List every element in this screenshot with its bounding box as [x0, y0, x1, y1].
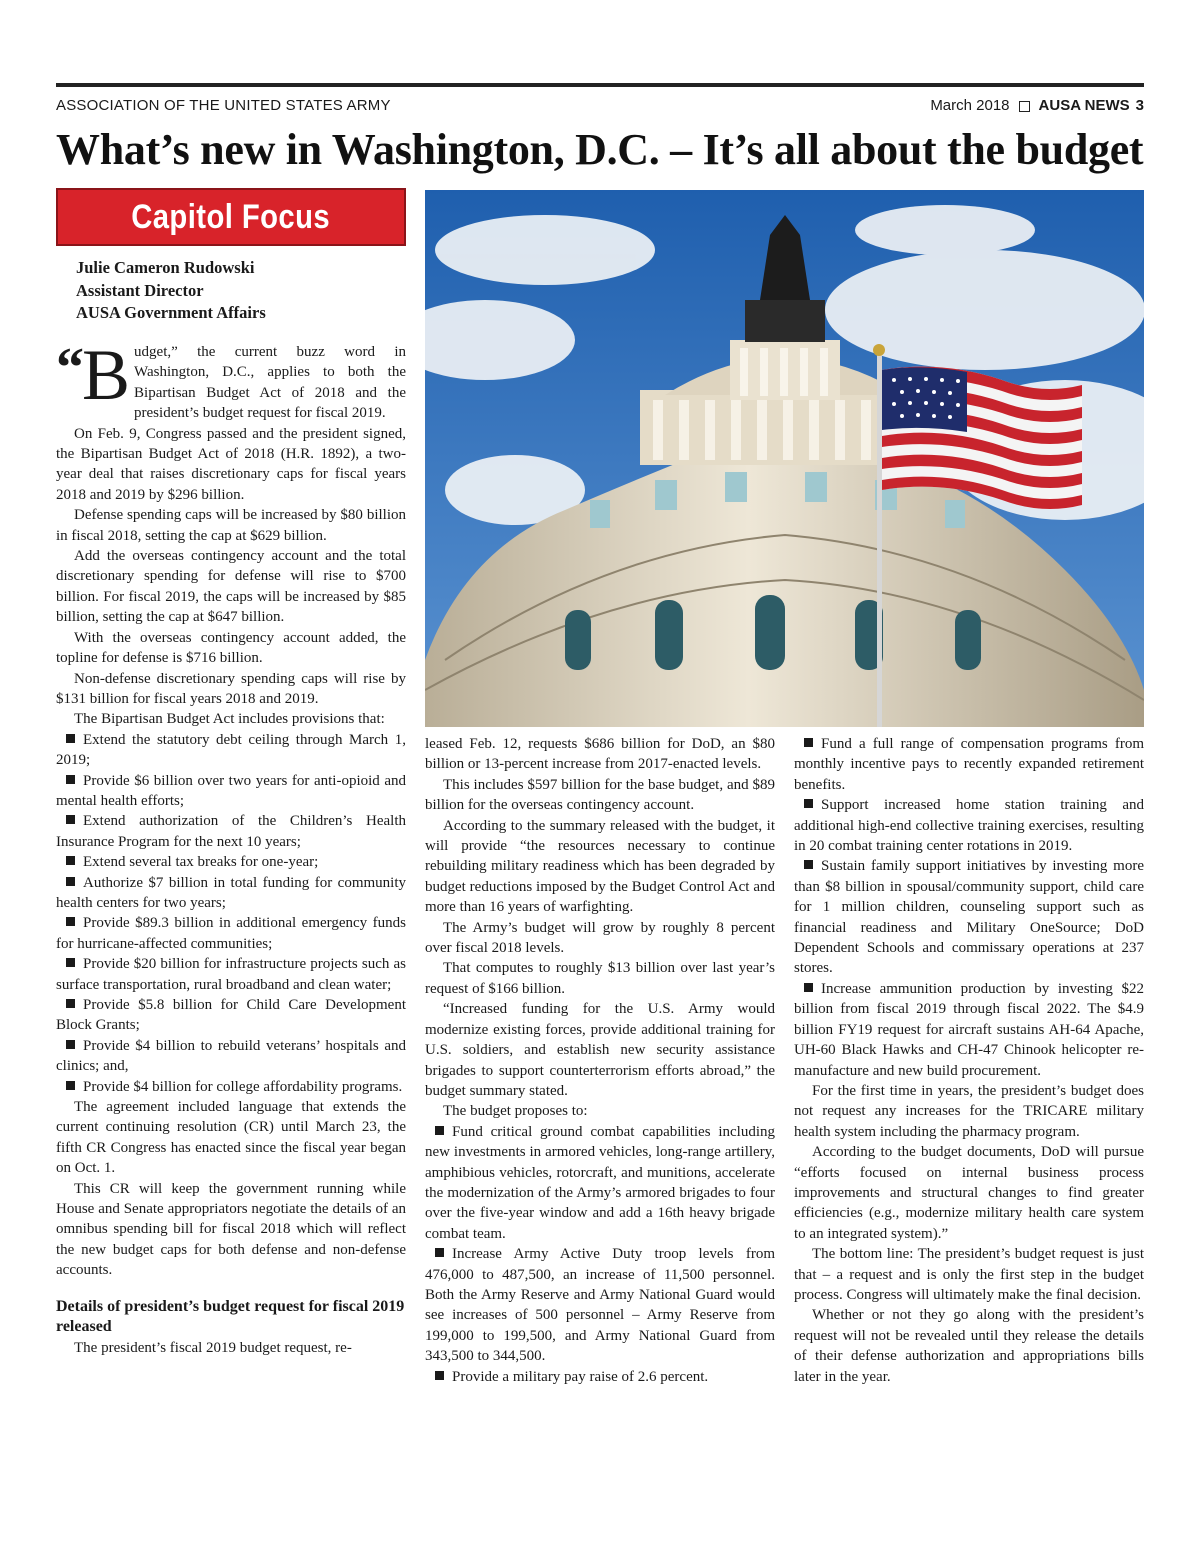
dropcap-letter: B: [82, 335, 131, 415]
section-banner-label: Capitol Focus: [131, 198, 331, 236]
bullet-square-icon: [66, 815, 75, 824]
bullet-square-icon: [435, 1248, 444, 1257]
paragraph: The president’s fiscal 2019 budget request, re-: [74, 1339, 352, 1356]
page-number: 3: [1135, 97, 1144, 114]
subhead: Details of president’s budget request for fiscal 2019 released: [56, 1297, 405, 1336]
paragraph: For the first time in years, the president’s budget does not request any increases for the TRICARE military health system including the pharmacy program.: [794, 1082, 1144, 1140]
bullet-text: Provide $5.8 billion for Child Care Development Block Grants;: [56, 997, 406, 1034]
bullet-text: Provide $20 billion for infrastructure projects such as surface transportation, rural broadband and clean water;: [56, 956, 406, 993]
issue-date: March 2018: [930, 97, 1010, 114]
bullet-square-icon: [66, 877, 75, 886]
org-name: ASSOCIATION OF THE UNITED STATES ARMY: [56, 97, 391, 114]
lead-text: udget,” the current buzz word in Washington, D.C., applies to both the Bipartisan Budget Act of 2018 and the president’s budget request for fiscal 2019.: [134, 344, 406, 422]
bullet-item: [794, 795, 1144, 856]
bullet-text: Fund critical ground combat capabilities including new investments in armored vehicles, long-range artillery, amphibious vehicles, rotorcraft, and munitions, accelerate the modernization of the Army’s armored brigades to four over the five-year window and add a 16th heavy brigade combat team.: [425, 1123, 775, 1242]
bullet-text: Provide $6 billion over two years for anti-opioid and mental health efforts;: [56, 772, 406, 809]
bullet-square-icon: [66, 734, 75, 743]
paragraph: The bottom line: The president’s budget request is just that – a request and is only the first step in the budget process. Congress will ultimately make the final decision.: [794, 1246, 1144, 1303]
paragraph: Whether or not they go along with the president’s request will not be revealed until they release the details of their defense authorization and appropriations bills later in the year.: [794, 1307, 1144, 1385]
article-column-3: [794, 734, 1144, 1387]
paragraph: The agreement included language that extends the current continuing resolution (CR) until March 23, the fifth CR Congress has enacted since the fiscal year began on Oct. 1.: [56, 1099, 406, 1177]
paragraph: The Bipartisan Budget Act includes provisions that:: [74, 711, 385, 728]
paragraph: According to the budget documents, DoD will pursue “efforts focused on internal business process improvements and structural changes to find greater efficiencies (e.g., modernize military health care system to an integrated system).”: [794, 1144, 1144, 1242]
bullet-item: [56, 811, 406, 852]
bullet-item: [56, 954, 406, 995]
bullet-item: [56, 852, 406, 872]
author-dept: AUSA Government Affairs: [76, 303, 266, 322]
bullet-item: [56, 771, 406, 812]
paragraph: The budget proposes to:: [443, 1103, 588, 1120]
bullet-text: Extend the statutory debt ceiling through March 1, 2019;: [56, 731, 406, 769]
bullet-item: [56, 995, 406, 1036]
paragraph: This includes $597 billion for the base budget, and $89 billion for the overseas contingency account.: [425, 776, 775, 814]
bullet-text: Increase Army Active Duty troop levels from 476,000 to 487,500, an increase of 11,500 personnel. Both the Army Reserve and Army National Guard would see increases of 500 personnel – Army Reserve from 199,000 to 199,500, and Army National Guard from 343,500 to 344,500.: [425, 1246, 775, 1365]
bullet-text: Extend several tax breaks for one-year;: [83, 854, 319, 871]
header-rule: [56, 83, 1144, 87]
capitol-dome-image: [425, 190, 1144, 727]
bullet-square-icon: [66, 1081, 75, 1090]
paragraph: Non-defense discretionary spending caps will rise by $131 billion for fiscal years 2018 and 2019.: [56, 670, 406, 707]
bullet-item: [794, 734, 1144, 795]
bullet-square-icon: [66, 1040, 75, 1049]
bullet-item: [794, 979, 1144, 1081]
paragraph: On Feb. 9, Congress passed and the president signed, the Bipartisan Budget Act of 2018 (H.R. 1892), a two-year deal that raises discretionary caps for fiscal years 2018 and 2019 by $296 billion.: [56, 425, 406, 503]
page-header-right: [930, 96, 1144, 116]
bullet-text: Authorize $7 billion in total funding for community health centers for two years;: [56, 874, 406, 911]
bullet-item: [56, 873, 406, 914]
bullet-square-icon: [66, 775, 75, 784]
bullet-text: Provide $4 billion to rebuild veterans’ hospitals and clinics; and,: [56, 1037, 406, 1075]
article-column-1: [56, 335, 406, 1358]
bullet-square-icon: [435, 1126, 444, 1135]
bullet-text: Provide a military pay raise of 2.6 percent.: [452, 1368, 709, 1385]
paragraph: Defense spending caps will be increased by $80 billion in fiscal 2018, setting the cap at $629 billion.: [56, 507, 406, 544]
paragraph: The Army’s budget will grow by roughly 8 percent over fiscal 2018 levels.: [425, 919, 775, 957]
byline: [76, 257, 266, 325]
bullet-text: Increase ammunition production by investing $22 billion from fiscal 2019 through fiscal 2022. The $4.9 billion FY19 request for aircraft sustains AH-64 Apache, UH-60 Black Hawks and CH-47 Chinook helicopter re-manufacture and new build procurement.: [794, 980, 1144, 1079]
bullet-item: [56, 1077, 406, 1097]
bullet-text: Extend authorization of the Children’s Health Insurance Program for the next 10 years;: [56, 813, 406, 850]
bullet-text: Fund a full range of compensation programs from monthly incentive pays to recently expanded retirement benefits.: [794, 736, 1144, 793]
checkbox-square-icon: [1019, 101, 1030, 112]
bullet-text: Provide $4 billion for college affordability programs.: [83, 1078, 403, 1095]
publication-name: AUSA NEWS: [1038, 97, 1130, 114]
bullet-square-icon: [804, 799, 813, 808]
bullet-square-icon: [66, 856, 75, 865]
bullet-item: [56, 730, 406, 771]
paragraph: That computes to roughly $13 billion over last year’s request of $166 billion.: [425, 960, 775, 997]
paragraph-continued: leased Feb. 12, requests $686 billion for DoD, an $80 billion or 13-percent increase from 2017-enacted levels.: [425, 736, 775, 773]
article-column-2: [425, 734, 775, 1387]
paragraph: This CR will keep the government running while House and Senate appropriators negotiate the details of an omnibus spending bill for fiscal 2018 which will reflect the new budget caps for both defense and non-defense accounts.: [56, 1180, 406, 1279]
bullet-square-icon: [66, 917, 75, 926]
bullet-text: Provide $89.3 billion in additional emergency funds for hurricane-affected communities;: [56, 915, 406, 952]
bullet-square-icon: [435, 1371, 444, 1380]
bullet-square-icon: [804, 983, 813, 992]
bullet-item: [56, 913, 406, 954]
bullet-text: Support increased home station training and additional high-end collective training exercises, resulting in 20 combat training center rotations in 2019.: [794, 797, 1144, 855]
bullet-item: [56, 1036, 406, 1077]
bullet-item: [794, 856, 1144, 978]
dropcap-quote: “: [56, 337, 80, 399]
lead-paragraph: [56, 335, 406, 424]
bullet-item: [425, 1122, 775, 1244]
author-title: Assistant Director: [76, 280, 204, 300]
bullet-square-icon: [66, 999, 75, 1008]
paragraph: Add the overseas contingency account and the total discretionary spending for defense will rise to $700 billion. For fiscal 2019, the caps will be increased by $85 billion, setting the cap at $647 billion.: [56, 548, 406, 626]
bullet-square-icon: [804, 860, 813, 869]
section-banner: [56, 188, 406, 246]
bullet-square-icon: [66, 958, 75, 967]
bullet-item: [425, 1244, 775, 1366]
bullet-text: Sustain family support initiatives by investing more than $8 billion in spousal/community support, child care for 1 million children, counseling support such as financial readiness and Military OneSource; DoD Dependent Schools and commissary operations at 237 stores.: [794, 858, 1144, 977]
paragraph: “Increased funding for the U.S. Army would modernize existing forces, provide additional training for U.S. soldiers, and establish new security assistance brigades to support counterterrorism efforts abroad,” the budget summary stated.: [425, 1001, 775, 1099]
page-headline: What’s new in Washington, D.C. – It’s all about the budget: [56, 125, 1144, 174]
bullet-item: [425, 1367, 775, 1387]
capitol-dome-photo: [425, 190, 1144, 727]
bullet-square-icon: [804, 738, 813, 747]
paragraph: According to the summary released with the budget, it will provide “the resources necessary to continue rebuilding military readiness which has been degraded by budget reductions imposed by the Budget Control Act and more than 16 years of warfighting.: [425, 817, 775, 916]
paragraph: With the overseas contingency account added, the topline for defense is $716 billion.: [56, 629, 406, 667]
author-name: Julie Cameron Rudowski: [76, 258, 255, 277]
